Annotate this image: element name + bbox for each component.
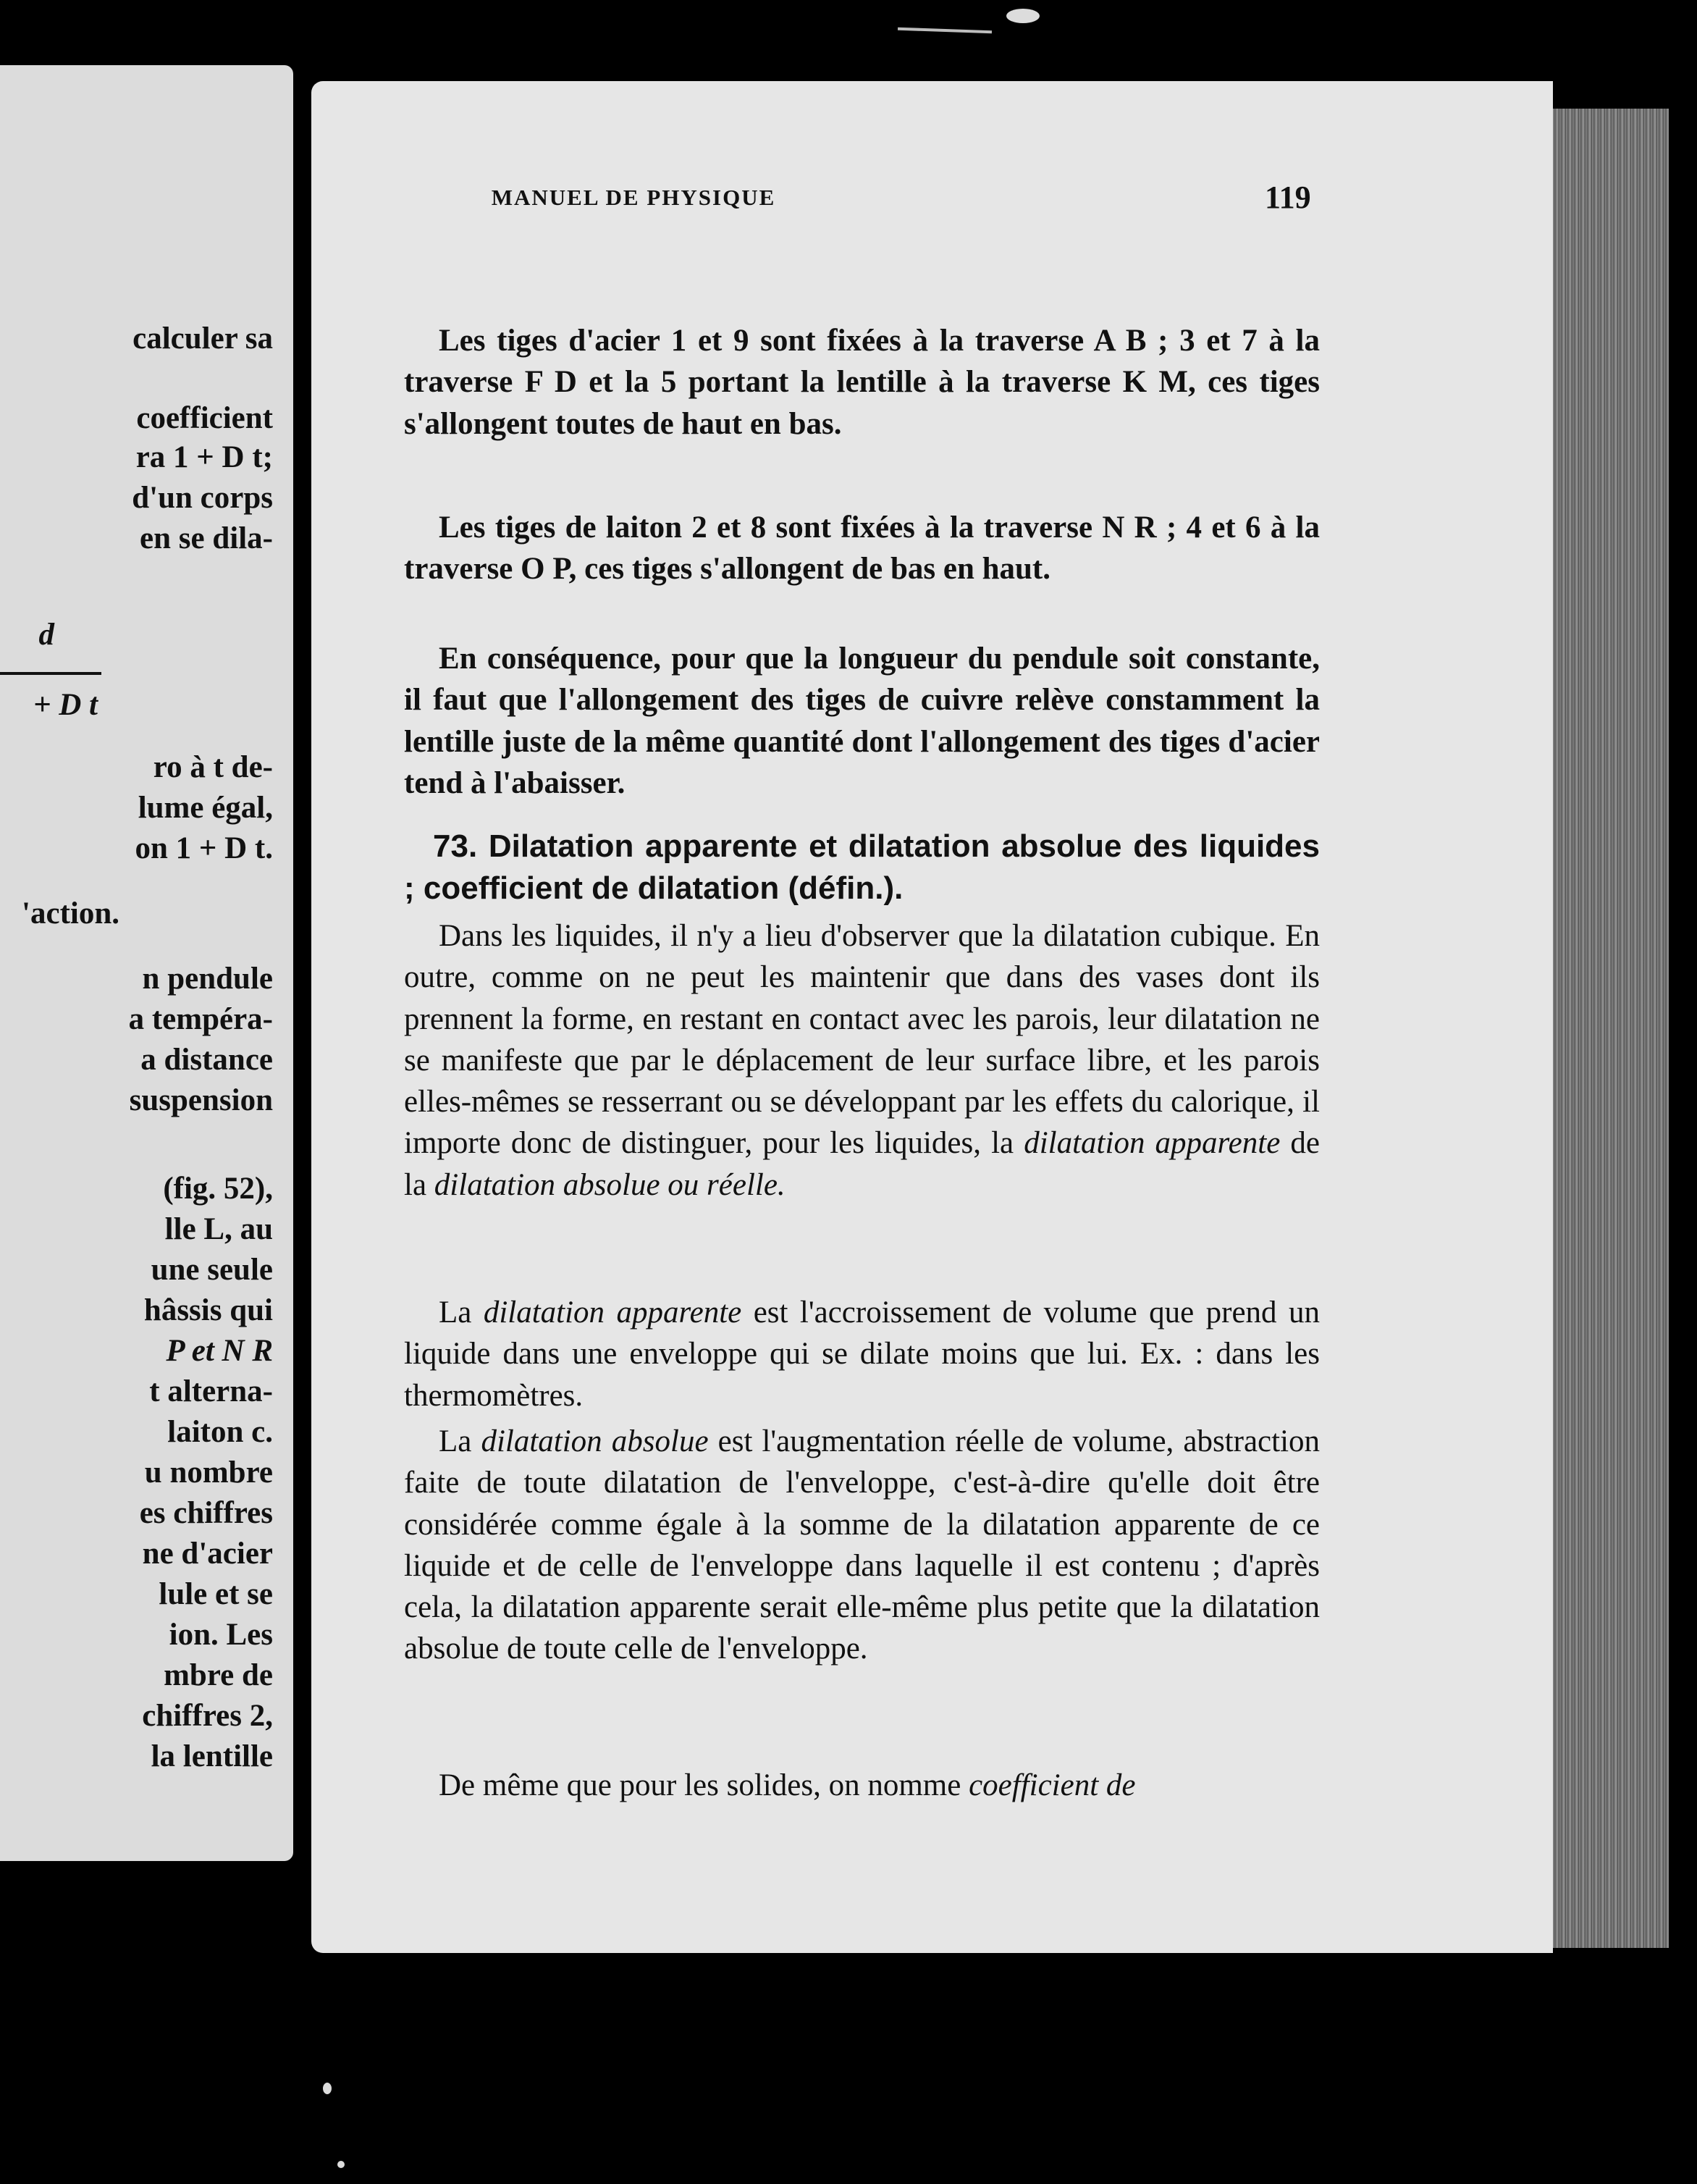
left-page-line: es chiffres	[139, 1496, 273, 1530]
left-page-line: ro à t de-	[153, 750, 273, 784]
section-heading: 73. Dilatation apparente et dilatation absolue des liquides ; coefficient de dilatation (défin.).	[404, 828, 1320, 906]
paragraph-text: La	[439, 1295, 484, 1330]
left-page-line: mbre de	[164, 1658, 273, 1692]
emphasis-term: dilatation absolue ou réelle.	[434, 1167, 786, 1202]
scan-artifact	[337, 2161, 345, 2168]
paragraph-text: De même que pour les solides, on nomme	[439, 1768, 969, 1802]
left-page-line: n pendule	[142, 962, 273, 996]
emphasis-term: dilatation apparente	[483, 1295, 742, 1330]
running-header: MANUEL DE PHYSIQUE	[491, 185, 776, 210]
scan-artifact	[323, 2083, 332, 2094]
paragraph-steel-rods: Les tiges d'acier 1 et 9 sont fixées à la traverse A B ; 3 et 7 à la traverse F D et la 5 portant la lentille à la traverse K M, ces tiges s'allongent toutes de haut en bas.	[404, 324, 1320, 441]
left-page-line: + D t	[33, 688, 98, 722]
emphasis-term: dilatation absolue	[481, 1424, 709, 1458]
left-page-line: suspension	[129, 1083, 273, 1117]
left-page-line: calculer sa	[132, 322, 273, 356]
book-page-edges	[1553, 109, 1669, 1948]
paragraph-text: est l'augmentation réelle de volume, abstraction faite de toute dilatation de l'enveloppe, c'est-à-dire qu'elle doit être considérée comme égale à la somme de la dilatation apparente de ce liquide et de celle de l'enveloppe dans laquelle il est contenu ; d'après cela, la dilatation apparente serait elle-même plus petite que la dilatation absolue de toute celle de l'enveloppe.	[404, 1424, 1321, 1666]
page-number: 119	[1265, 180, 1311, 215]
left-page-line: ion. Les	[169, 1618, 273, 1652]
left-page-line: ne d'acier	[142, 1537, 273, 1571]
left-page-line: a distance	[140, 1043, 273, 1077]
left-page-line: en se dila-	[140, 521, 273, 555]
emphasis-term: dilatation apparente	[1024, 1126, 1281, 1161]
left-page-line: lule et se	[159, 1577, 273, 1611]
left-page-line: d'un corps	[132, 481, 273, 515]
left-page-line: (fig. 52),	[163, 1172, 273, 1206]
paragraph-absolute-dilatation	[404, 1421, 1320, 1670]
left-page-line: lle L, au	[164, 1212, 273, 1246]
left-page-line: coefficient	[136, 401, 273, 435]
paragraph-text: de la	[404, 1126, 1320, 1202]
left-page-line: laiton c.	[167, 1415, 273, 1449]
paragraph-text: Dans les liquides, il n'y a lieu d'observer que la dilatation cubique. En outre, comme on ne peut les maintenir que dans des vases dont ils prennent la forme, en restant en contact avec les parois, leur dilatation ne se manifeste que par le déplacement de leur surface libre, et les parois elles-mêmes se resserrant ou se développant par les effets du calorique, il importe donc de distinguer, pour les liquides, la	[404, 919, 1320, 1161]
fraction-bar	[0, 672, 101, 675]
left-page-line: P et N R	[166, 1334, 273, 1368]
paragraph-consequence: En conséquence, pour que la longueur du pendule soit constante, il faut que l'allongement des tiges de cuivre relève constamment la lentille juste de la même quantité dont l'allongement des tiges d'acier tend à l'abaisser.	[404, 642, 1320, 800]
paragraph-apparent-dilatation	[404, 1292, 1320, 1416]
scan-artifact	[1006, 9, 1040, 23]
left-page-line: d	[38, 618, 54, 652]
paragraph-text: La	[439, 1424, 481, 1458]
scan-artifact	[898, 28, 992, 34]
paragraph-brass-rods: Les tiges de laiton 2 et 8 sont fixées à la traverse N R ; 4 et 6 à la traverse O P, ces tiges s'allongent de bas en haut.	[404, 511, 1320, 587]
left-page-line: u nombre	[144, 1456, 273, 1490]
left-page-line: a tempéra-	[128, 1002, 273, 1036]
left-page-line: on 1 + D t.	[135, 831, 273, 865]
emphasis-term: coefficient de	[969, 1768, 1136, 1802]
paragraph-coefficient	[404, 1765, 1320, 1806]
left-page-line: ra 1 + D t;	[135, 440, 273, 474]
left-facing-page	[0, 65, 293, 1861]
left-page-line: hâssis qui	[143, 1293, 273, 1327]
left-page-line: t alterna-	[149, 1374, 273, 1408]
paragraph-liquids	[404, 915, 1320, 1206]
left-page-line: chiffres 2,	[142, 1699, 273, 1733]
left-page-line: une seule	[151, 1253, 273, 1287]
left-page-line: 'action.	[22, 896, 119, 931]
left-page-line: la lentille	[151, 1739, 273, 1773]
left-page-line: lume égal,	[138, 791, 273, 825]
paragraph-text: est l'accroissement de volume que prend un liquide dans une enveloppe qui se dilate moins que lui. Ex. : dans les thermomètres.	[404, 1295, 1320, 1413]
